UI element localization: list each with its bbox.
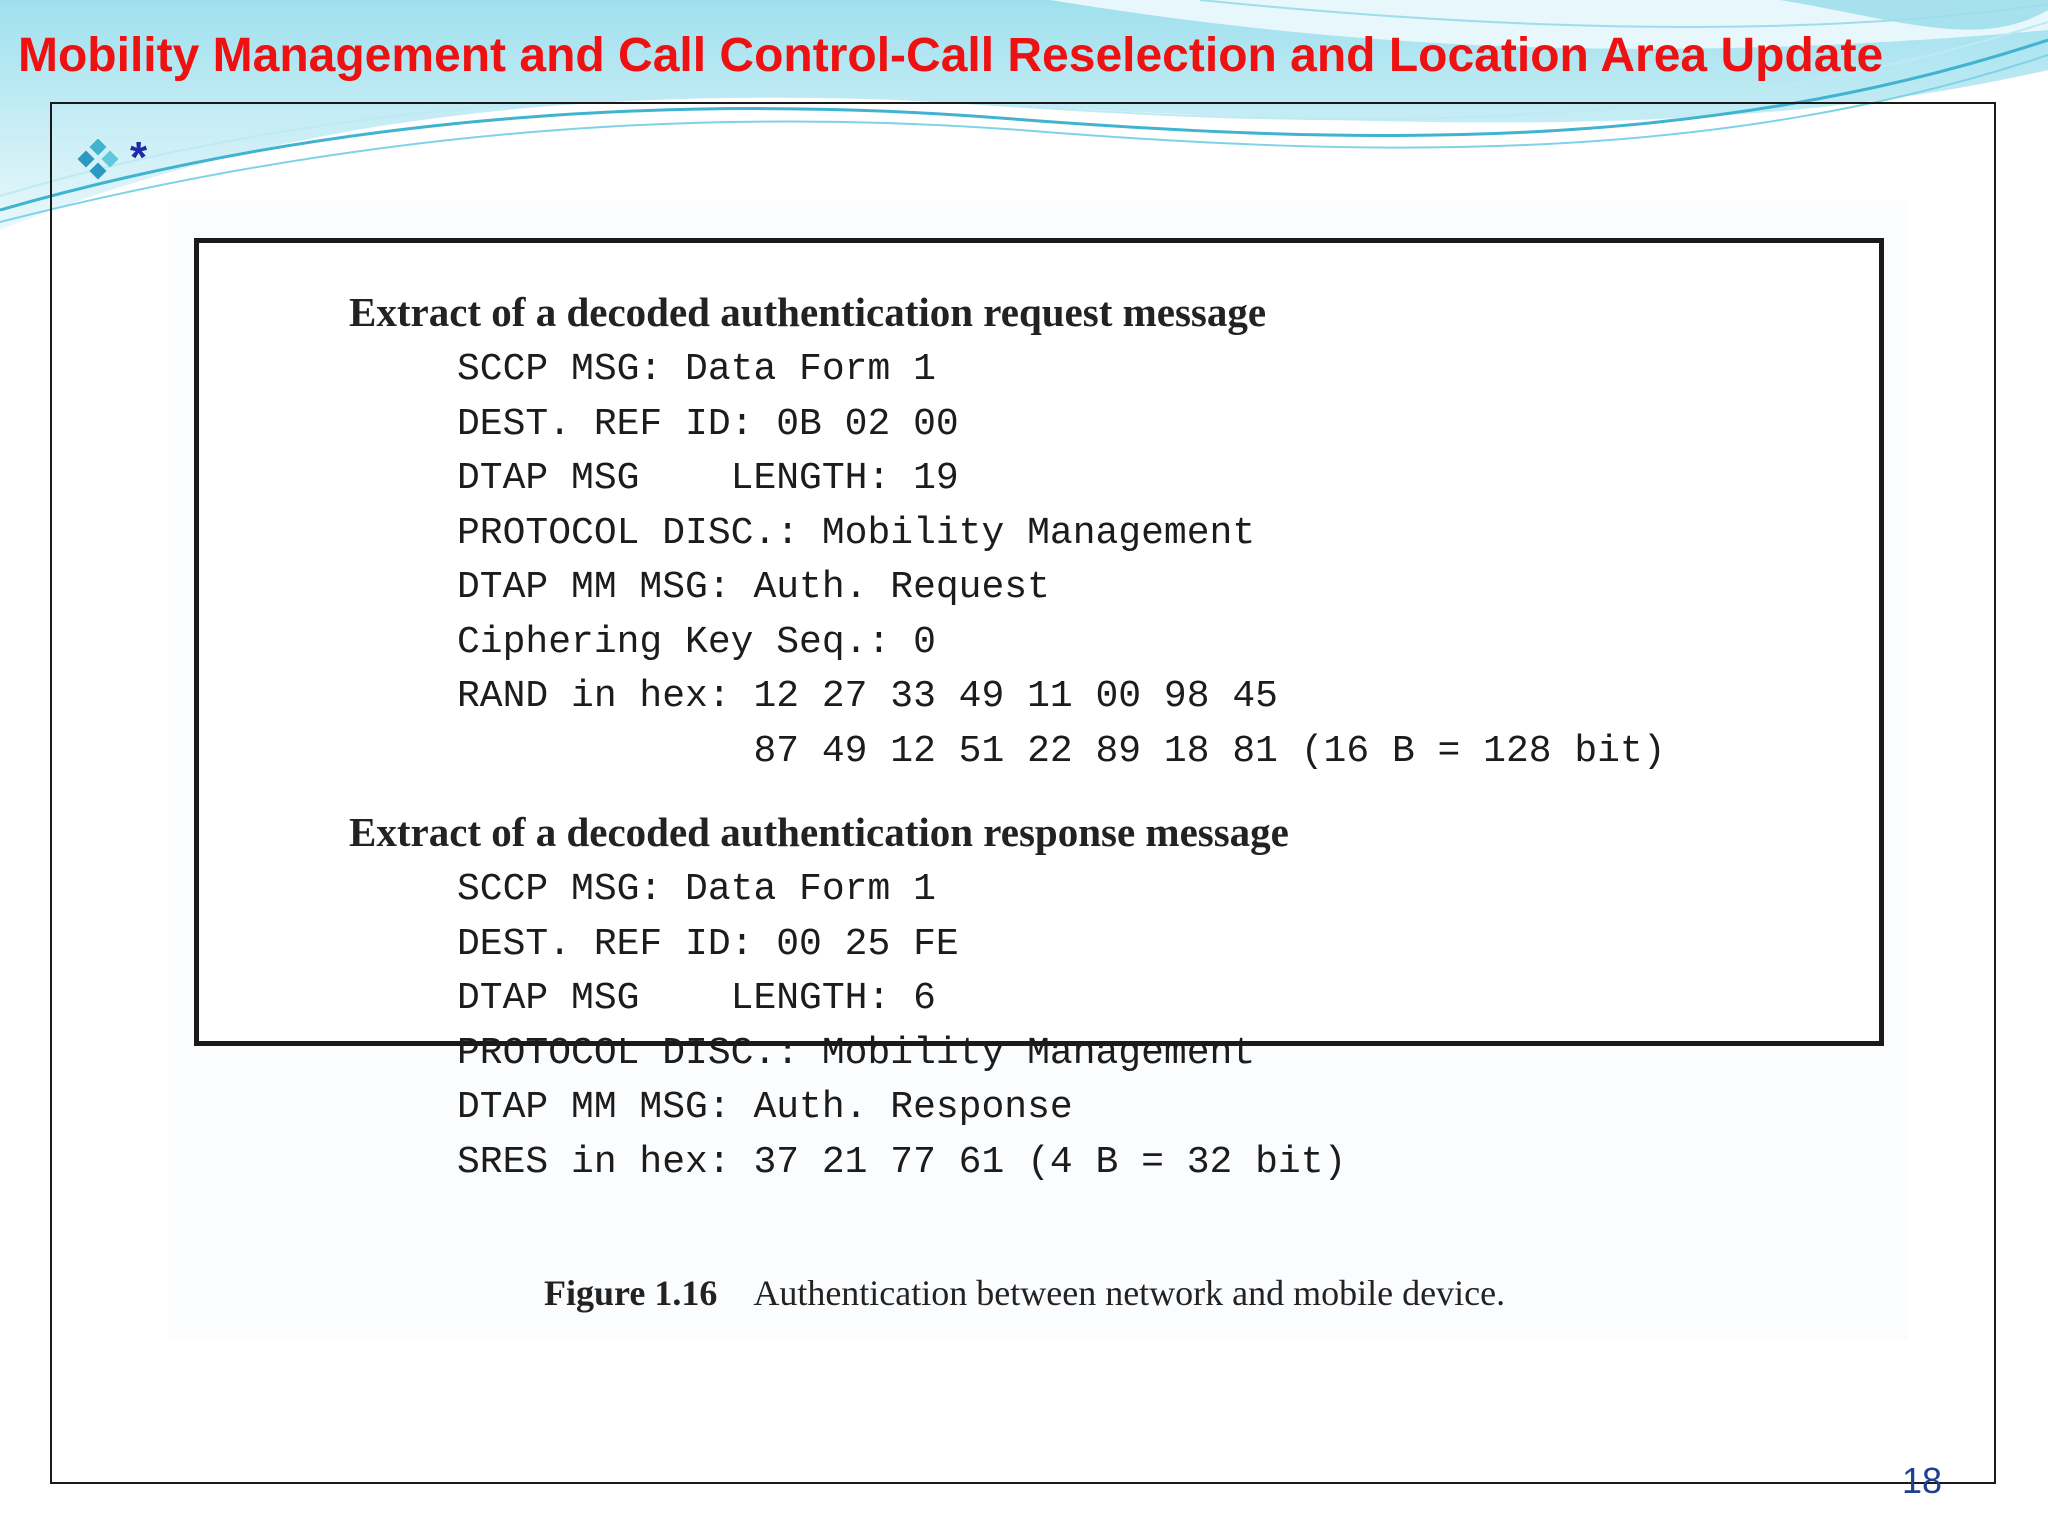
response-line-dest-ref-id: DEST. REF ID: 00 25 FE: [457, 922, 959, 966]
figure-image: [168, 200, 1908, 1340]
auth-response-section: [349, 805, 1346, 1190]
request-line-dtap-length: DTAP MSG LENGTH: 19: [457, 457, 959, 500]
response-line-dtap-mm-msg: DTAP MM MSG: Auth. Response: [457, 1086, 1073, 1129]
auth-request-lines: [457, 343, 1666, 779]
request-line-protocol-disc: PROTOCOL DISC.: Mobility Management: [457, 511, 1256, 555]
bullet-row: [76, 133, 148, 186]
message-box: [194, 238, 1884, 1184]
slide-title: Mobility Management and Call Control-Call Reselection and Location Area Update: [18, 29, 1884, 82]
response-line-sccp-msg: SCCP MSG: Data Form 1: [457, 868, 936, 911]
response-line-protocol-disc: PROTOCOL DISC.: Mobility Management: [457, 1031, 1256, 1075]
response-line-sres-hex: SRES in hex: 37 21 77 61 (4 B = 32 bit): [457, 1140, 1347, 1184]
request-line-dtap-mm-msg: DTAP MM MSG: Auth. Request: [457, 566, 1050, 609]
auth-response-title: Extract of a decoded authentication response message: [349, 809, 1289, 855]
request-line-rand-hex: RAND in hex: 12 27 33 49 11 00 98 45: [457, 675, 1278, 718]
page-number: 18: [1902, 1460, 1943, 1501]
request-line-dest-ref-id: DEST. REF ID: 0B 02 00: [457, 402, 959, 446]
response-line-dtap-length: DTAP MSG LENGTH: 6: [457, 977, 936, 1020]
request-line-ciphering-key: Ciphering Key Seq.: 0: [457, 620, 936, 664]
auth-request-section: [349, 285, 1666, 779]
bullet-text: *: [130, 133, 148, 182]
request-line-rand-hex-cont: 87 49 12 51 22 89 18 81 (16 B = 128 bit): [457, 729, 1666, 773]
figure-caption-text: Authentication between network and mobile device.: [753, 1273, 1506, 1313]
auth-response-lines: [457, 863, 1346, 1190]
diamond-cluster-icon: [76, 139, 120, 183]
request-line-sccp-msg: SCCP MSG: Data Form 1: [457, 348, 936, 391]
figure-caption: [544, 1272, 1505, 1314]
auth-request-title: Extract of a decoded authentication request message: [349, 289, 1267, 335]
figure-caption-label: Figure 1.16: [544, 1273, 718, 1313]
